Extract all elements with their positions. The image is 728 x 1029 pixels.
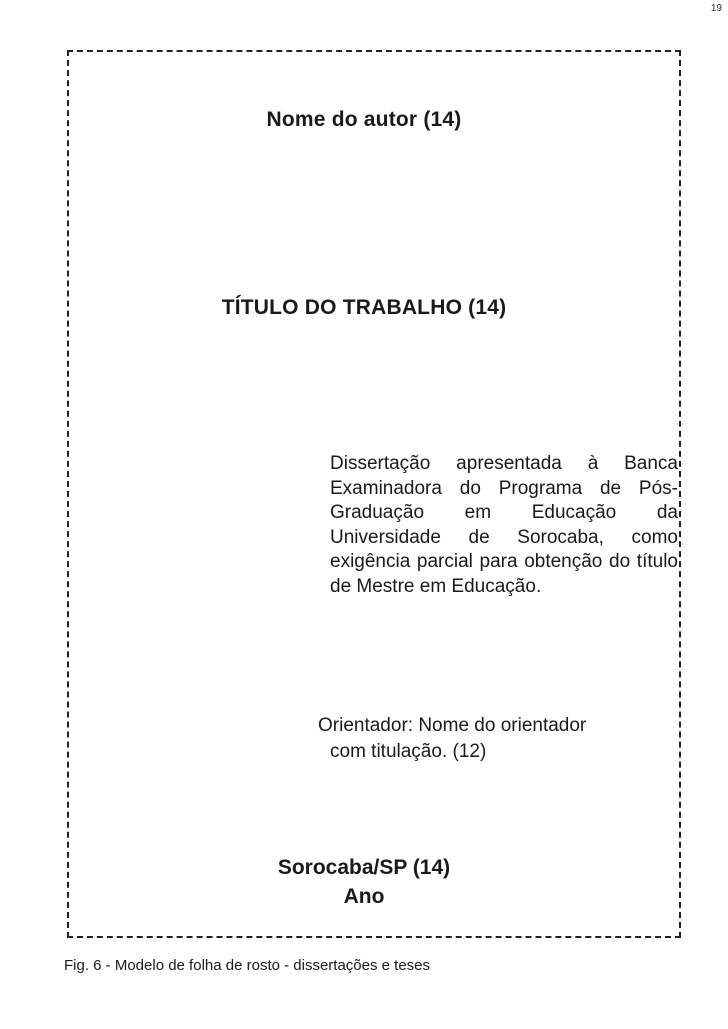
work-title: TÍTULO DO TRABALHO (14) (221, 296, 507, 319)
dissertation-description: Dissertação apresentada à Banca Examinadora do Programa de Pós-Graduação em Educação da Universidade de Sorocaba, como exigência parcial para obtenção do título de Mestre em Educação. (330, 453, 678, 597)
location-year-block (0, 853, 728, 911)
advisor-block (318, 713, 586, 765)
location: Sorocaba/SP (14) (277, 856, 451, 879)
author-name: Nome do autor (14) (266, 108, 462, 131)
advisor-line-2: com titulação. (12) (330, 741, 487, 762)
figure-caption: Fig. 6 - Modelo de folha de rosto - dissertações e teses (64, 957, 431, 974)
advisor-line-1: Orientador: Nome do orientador (318, 715, 587, 736)
page-number: 19 (710, 3, 722, 14)
year: Ano (343, 885, 385, 908)
